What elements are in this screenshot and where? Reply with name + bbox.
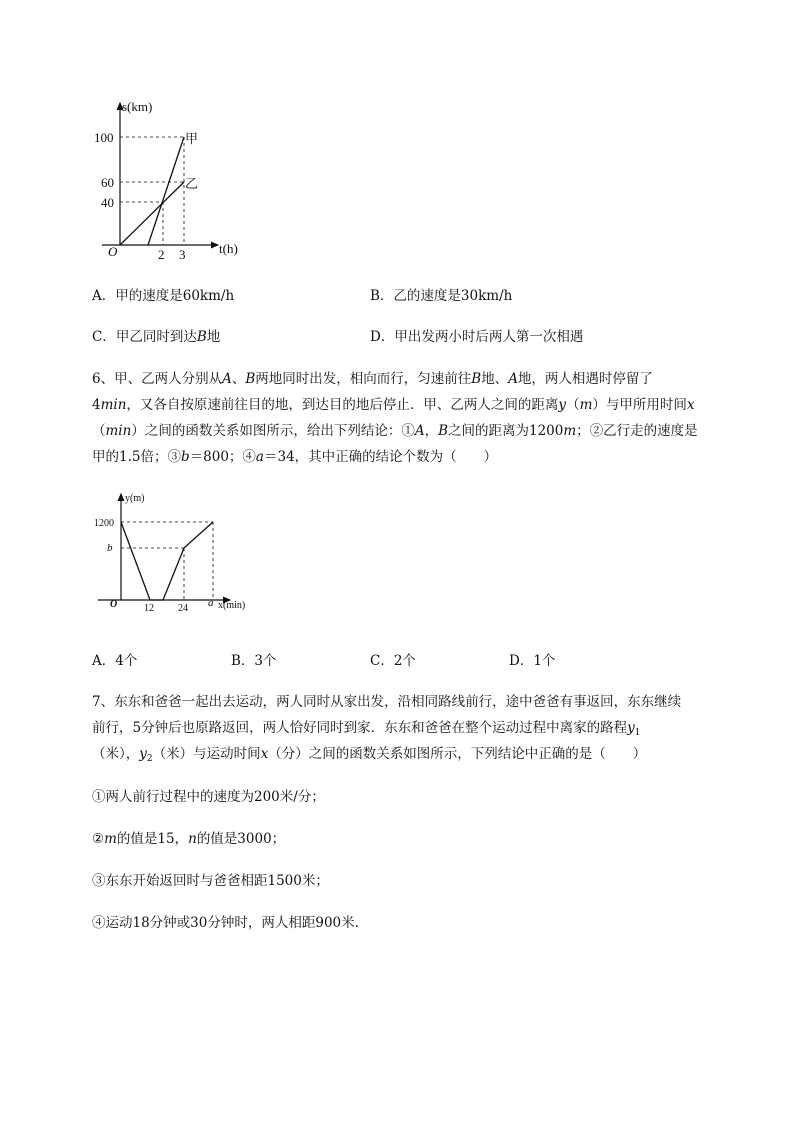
- distance-time-graph-1: [92, 95, 252, 265]
- q5-option-d: D．甲出发两小时后两人第一次相遇: [370, 329, 584, 345]
- x-axis-label-2: x(min): [218, 600, 246, 611]
- q6-option-d: D．1个: [509, 653, 556, 669]
- x-tick-12: 12: [144, 603, 154, 614]
- x-tick-2: 2: [158, 247, 165, 262]
- q5-option-a: A．甲的速度是60km/h: [92, 288, 235, 304]
- y-tick-1200: 1200: [94, 518, 114, 529]
- y-tick-60: 60: [101, 175, 114, 190]
- q7-line-1: 7、东东和爸爸一起出去运动，两人同时从家出发，沿相同路线前行，途中爸爸有事返回，东东继续: [92, 694, 682, 710]
- q6-line-3: （min）之间的函数关系如图所示，给出下列结论：①A，B之间的距离为1200m；②乙行走的速度是: [92, 423, 698, 439]
- q7-conclusion-2: ②m的值是15，n的值是3000；: [92, 831, 286, 847]
- q7-line-3: （米），$y_2$（米）与运动时间x（分）之间的函数关系如图所示，下列结论中正确的是（ ）: [92, 746, 647, 764]
- distance-time-graph-2: [92, 488, 262, 618]
- q6-option-b: B．3个: [231, 653, 277, 669]
- q6-line-1: 6、甲、乙两人分别从A、B两地同时出发，相向而行，匀速前往B地、A地，两人相遇时停留了: [92, 371, 653, 387]
- origin-label-2: O: [110, 599, 118, 610]
- line-yi: [120, 182, 184, 245]
- q6-line-2: 4min，又各自按原速前往目的地，到达目的地后停止．甲、乙两人之间的距离y（m）与甲所用时间x: [92, 397, 695, 413]
- y-tick-40: 40: [101, 195, 114, 210]
- line-jia: [148, 137, 184, 245]
- q6-line-4: 甲的1.5倍；③b＝800；④a＝34，其中正确的结论个数为（ ）: [92, 449, 498, 465]
- origin-label: O: [108, 244, 118, 259]
- y-tick-100: 100: [94, 130, 114, 145]
- q7-conclusion-1: ①两人前行过程中的速度为200米/分；: [92, 789, 325, 805]
- label-jia: 甲: [185, 131, 199, 146]
- q7-line-2: 前行，5分钟后也原路返回，两人恰好同时到家．东东和爸爸在整个运动过程中离家的路程$y_1$: [92, 720, 641, 738]
- q5-option-b: B．乙的速度是30km/h: [370, 288, 513, 304]
- q6-option-c: C．2个: [370, 653, 416, 669]
- y-axis-label-2: y(m): [125, 493, 145, 504]
- q5-option-c: C．甲乙同时到达B地: [92, 329, 221, 345]
- y-tick-b: b: [107, 542, 113, 554]
- x-tick-a: a: [208, 597, 214, 609]
- q7-conclusion-4: ④运动18分钟或30分钟时，两人相距900米．: [92, 915, 369, 931]
- distance-line: [121, 522, 213, 600]
- y-axis-label: s(km): [122, 99, 153, 114]
- x-axis-label: t(h): [219, 241, 238, 256]
- q7-conclusion-3: ③东东开始返回时与爸爸相距1500米；: [92, 873, 329, 889]
- label-yi: 乙: [185, 176, 199, 191]
- x-tick-3: 3: [179, 247, 186, 262]
- q6-option-a: A．4个: [92, 653, 138, 669]
- x-tick-24: 24: [178, 603, 188, 614]
